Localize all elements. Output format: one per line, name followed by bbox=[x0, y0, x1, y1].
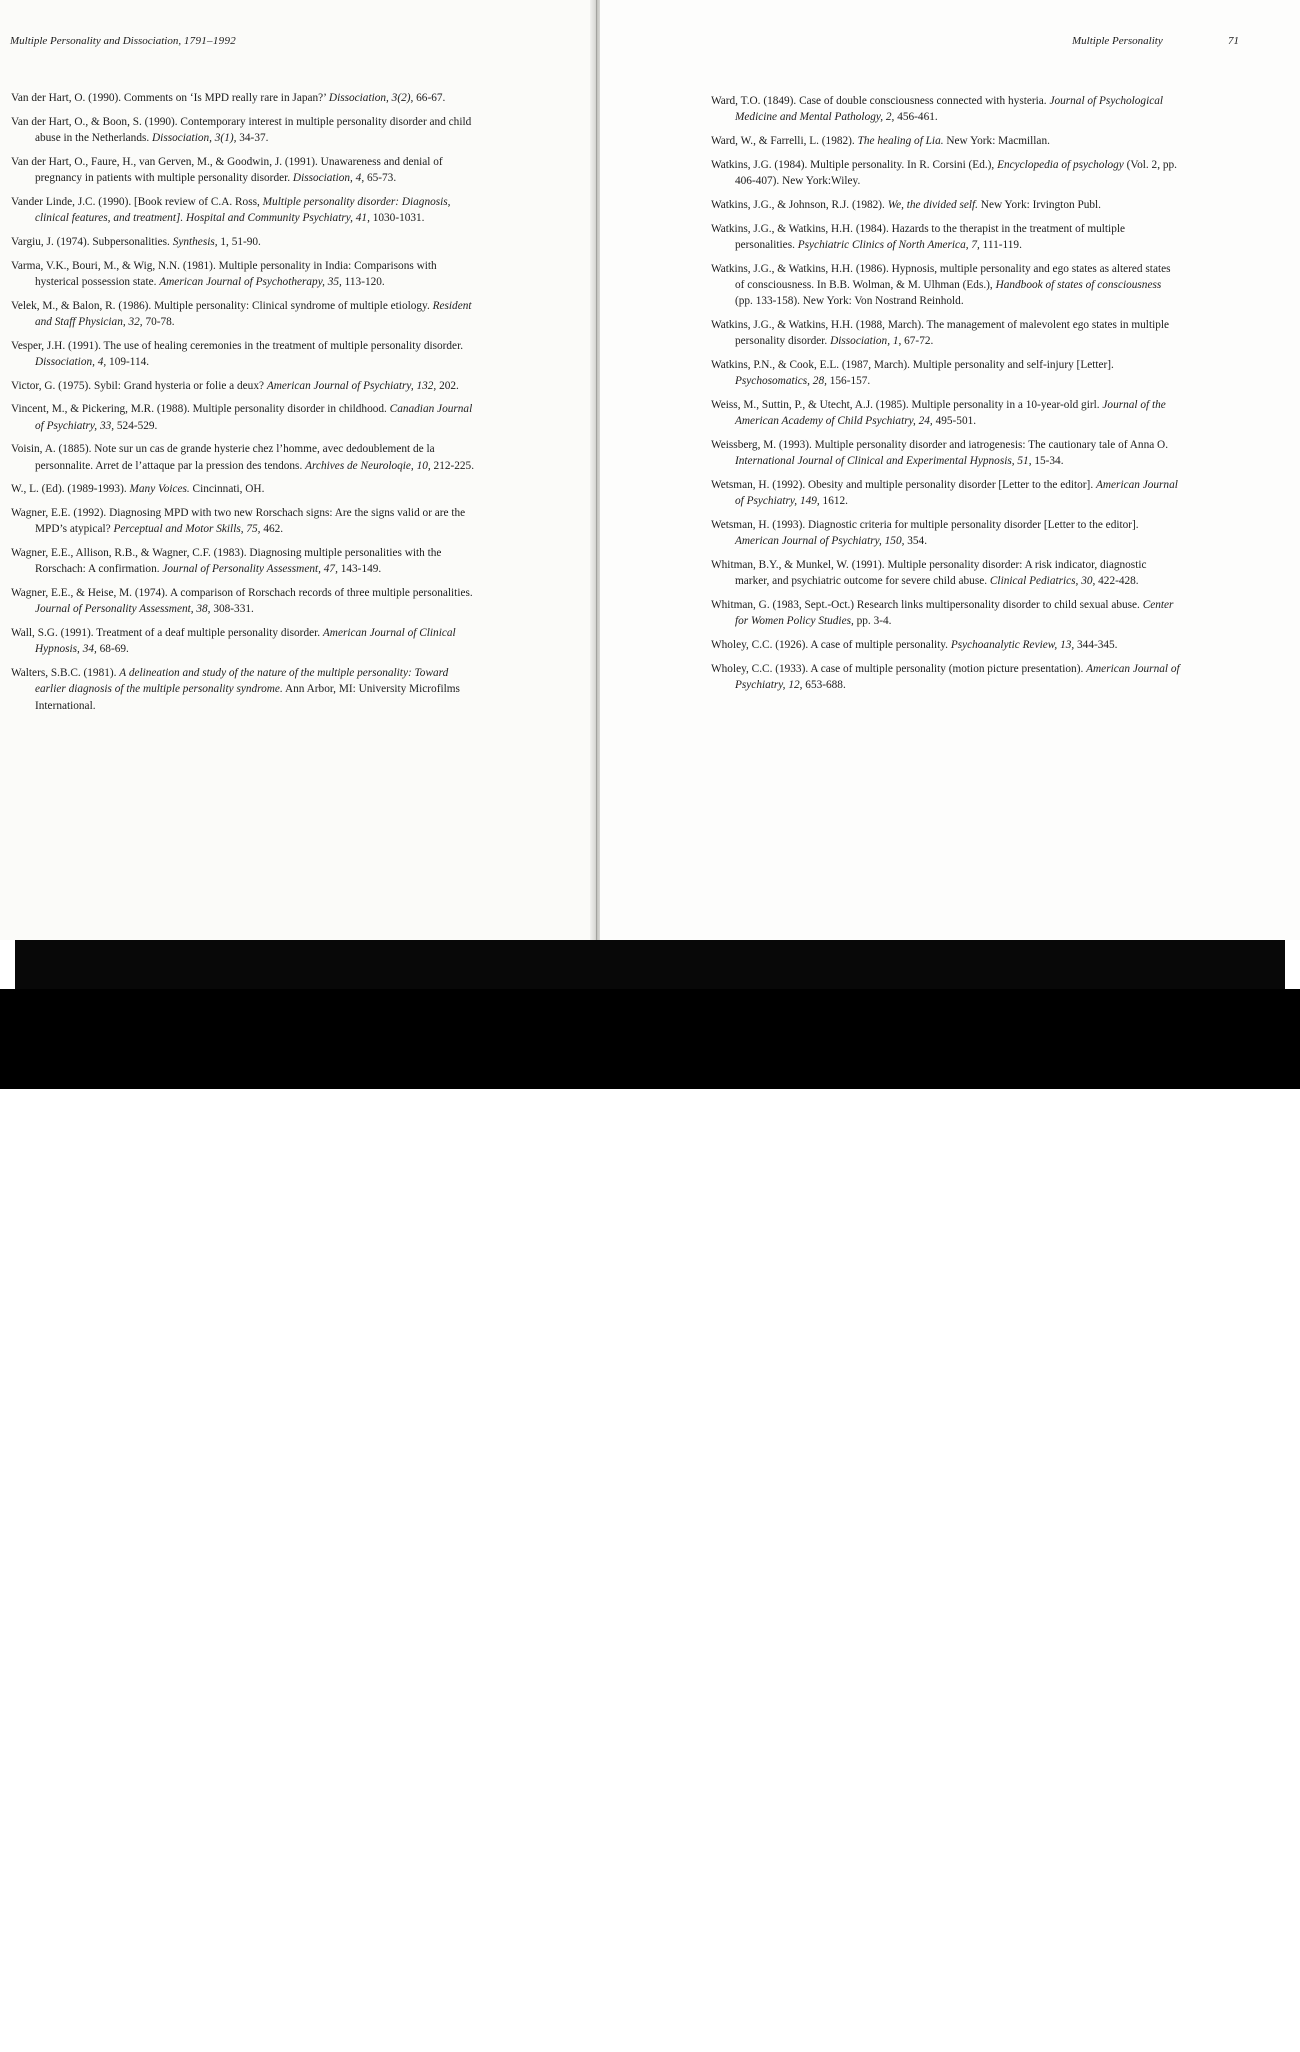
reference-source: Psychoanalytic Review, 13, bbox=[950, 638, 1075, 651]
reference-source: Multiple personality disorder: Diagnosis, clinical features, and treatment]. Hospital and Community Psychiatry, 41, bbox=[35, 195, 451, 224]
reference-text: Wagner, E.E., & Heise, M. (1974). A comparison of Rorschach records of three multiple personalities. bbox=[11, 587, 473, 600]
reference-entry bbox=[711, 317, 1181, 349]
reference-entry bbox=[11, 234, 481, 250]
reference-pages: 1030-1031. bbox=[369, 212, 425, 224]
right-reference-list bbox=[711, 93, 1181, 701]
reference-source: Clinical Pediatrics, 30, bbox=[989, 575, 1096, 587]
reference-entry bbox=[711, 197, 1181, 213]
reference-entry bbox=[11, 298, 481, 330]
reference-entry bbox=[11, 625, 481, 657]
reference-source: American Journal of Psychiatry, 12, bbox=[735, 662, 1180, 691]
reference-text: Vincent, M., & Pickering, M.R. (1988). Multiple personality disorder in childhood. bbox=[11, 403, 390, 416]
reference-text: Wagner, E.E. (1992). Diagnosing MPD with two new Rorschach signs: Are the signs valid or are the MPD’s atypical? bbox=[11, 507, 466, 536]
left-running-head bbox=[10, 35, 236, 47]
reference-text: Varma, V.K., Bouri, M., & Wig, N.N. (1981). Multiple personality in India: Comparisons with hysterical possession state. bbox=[11, 259, 437, 288]
reference-source: Journal of Personality Assessment, 38, bbox=[35, 603, 211, 616]
reference-source: American Journal of Psychiatry, 150, bbox=[735, 535, 905, 547]
right-running-head: Multiple Personality bbox=[1072, 35, 1163, 47]
reference-pages: (pp. 133-158). New York: Von Nostrand Reinhold. bbox=[735, 295, 964, 307]
reference-source: Dissociation, 3(1), bbox=[152, 132, 237, 144]
reference-text: W., L. (Ed). (1989-1993). bbox=[11, 483, 130, 496]
page-number: 71 bbox=[1228, 35, 1239, 47]
reference-entry bbox=[11, 90, 481, 106]
reference-text: Watkins, J.G., & Watkins, H.H. (1986). Hypnosis, multiple personality and ego states as altered states of consciousness. In B.B. Wolman, & M. Ulhman (Eds.), bbox=[711, 262, 1171, 291]
reference-pages: 111-119. bbox=[979, 238, 1022, 251]
reference-source: Psychiatric Clinics of North America, 7, bbox=[797, 238, 980, 251]
reference-entry bbox=[11, 665, 481, 714]
reference-entry bbox=[711, 637, 1181, 653]
reference-text: Wetsman, H. (1992). Obesity and multiple personality disorder [Letter to the editor]. bbox=[711, 478, 1096, 491]
alamy-logo: alamy bbox=[30, 2001, 154, 2045]
reference-pages: 462. bbox=[260, 523, 284, 536]
reference-entry bbox=[711, 477, 1181, 509]
reference-text: Van der Hart, O., Faure, H., van Gerven, M., & Goodwin, J. (1991). Unawareness and denial of pregnancy in patients with multiple personality disorder. bbox=[11, 155, 443, 184]
reference-pages: 653-688. bbox=[802, 678, 846, 691]
reference-pages: Ann Arbor, MI: University Microfilms International. bbox=[35, 683, 460, 712]
reference-entry bbox=[11, 378, 481, 394]
reference-entry bbox=[11, 545, 481, 577]
reference-source: American Journal of Psychotherapy, 35, bbox=[159, 275, 342, 288]
running-head-title: Multiple Personality and Dissociation, bbox=[10, 35, 184, 47]
reference-source: American Journal of Psychiatry, 149, bbox=[735, 478, 1178, 507]
reference-source: Perceptual and Motor Skills, 75, bbox=[113, 523, 261, 536]
reference-entry bbox=[711, 661, 1181, 693]
reference-pages: 354. bbox=[904, 535, 928, 547]
reference-source: Resident and Staff Physician, 32, bbox=[35, 299, 472, 328]
reference-entry bbox=[711, 517, 1181, 549]
reference-source: Synthesis, bbox=[172, 235, 218, 248]
reference-source: Dissociation, 4, bbox=[292, 172, 365, 184]
reference-text: Watkins, P.N., & Cook, E.L. (1987, March). Multiple personality and self-injury [Letter]. bbox=[711, 358, 1114, 371]
reference-pages: 156-157. bbox=[826, 375, 871, 387]
reference-pages: 524-529. bbox=[114, 419, 158, 432]
running-head-years: 1791–1992 bbox=[183, 35, 237, 47]
reference-pages: 143-149. bbox=[337, 563, 382, 576]
reference-entry bbox=[711, 357, 1181, 389]
reference-pages: 212-225. bbox=[430, 459, 475, 472]
image-id: 3APJRPE bbox=[1196, 2011, 1259, 2027]
reference-source: American Journal of Psychiatry, 132, bbox=[266, 379, 437, 392]
site-url: www.alamy.com bbox=[1168, 2037, 1261, 2052]
reference-pages: New York: Irvington Publ. bbox=[977, 198, 1101, 211]
reference-entry bbox=[11, 481, 481, 497]
reference-text: Vargiu, J. (1974). Subpersonalities. bbox=[11, 235, 173, 248]
reference-text: Van der Hart, O., & Boon, S. (1990). Contemporary interest in multiple personality disorder and child abuse in the Netherlands. bbox=[11, 115, 472, 144]
reference-text: Velek, M., & Balon, R. (1986). Multiple personality: Clinical syndrome of multiple etiology. bbox=[11, 299, 433, 312]
reference-pages: New York: Macmillan. bbox=[943, 135, 1050, 147]
reference-pages: 67-72. bbox=[901, 335, 934, 347]
reference-text: Whitman, G. (1983, Sept.-Oct.) Research links multipersonality disorder to child sexual abuse. bbox=[711, 598, 1143, 611]
reference-pages: pp. 3-4. bbox=[853, 615, 892, 627]
reference-source: American Journal of Clinical Hypnosis, 34, bbox=[35, 627, 456, 656]
reference-source: Many Voices. bbox=[129, 483, 190, 496]
reference-entry bbox=[711, 557, 1181, 589]
reference-pages: 66-67. bbox=[413, 92, 446, 104]
reference-source: Encyclopedia of psychology bbox=[997, 158, 1124, 171]
reference-pages: 202. bbox=[436, 379, 459, 392]
reference-pages: 68-69. bbox=[96, 643, 129, 656]
reference-source: Journal of Psychological Medicine and Mental Pathology, 2, bbox=[735, 95, 1164, 124]
reference-entry bbox=[711, 261, 1181, 310]
reference-pages: 308-331. bbox=[210, 603, 254, 616]
reference-text: Wholey, C.C. (1926). A case of multiple personality. bbox=[711, 638, 951, 651]
reference-pages: (Vol. 2, pp. 406-407). New York:Wiley. bbox=[735, 158, 1177, 187]
reference-entry bbox=[11, 401, 481, 433]
reference-entry bbox=[11, 258, 481, 290]
reference-pages: Cincinnati, OH. bbox=[189, 483, 265, 496]
reference-text: Whitman, B.Y., & Munkel, W. (1991). Multiple personality disorder: A risk indicator, diagnostic marker, and psychiatric outcome for severe child abuse. bbox=[711, 558, 1147, 587]
reference-entry bbox=[11, 194, 481, 226]
reference-source: We, the divided self. bbox=[887, 198, 978, 211]
reference-entry bbox=[711, 437, 1181, 469]
reference-pages: 456-461. bbox=[894, 111, 938, 124]
reference-pages: 344-345. bbox=[1074, 638, 1118, 651]
reference-source: Psychosomatics, 28, bbox=[735, 375, 827, 387]
reference-source: Dissociation, 1, bbox=[830, 335, 902, 347]
book-spread bbox=[0, 0, 1300, 940]
reference-pages: 109-114. bbox=[106, 355, 150, 368]
reference-source: Journal of the American Academy of Child Psychiatry, 24, bbox=[735, 398, 1166, 427]
reference-pages: 1612. bbox=[819, 495, 848, 507]
reference-text: Voisin, A. (1885). Note sur un cas de grande hysterie chez l’homme, avec dedoublement de la personnalite. Arret de l’attaque par la pression des tendons. bbox=[11, 443, 435, 472]
reference-entry bbox=[711, 221, 1181, 253]
reference-pages: 15-34. bbox=[1031, 455, 1064, 467]
reference-entry bbox=[711, 397, 1181, 429]
reference-text: Wall, S.G. (1991). Treatment of a deaf multiple personality disorder. bbox=[11, 627, 323, 640]
left-page bbox=[0, 0, 592, 940]
reference-source: A delineation and study of the nature of the multiple personality: Toward earlier diagnosis of the multiple personality syndrome. bbox=[35, 667, 449, 696]
reference-text: Weissberg, M. (1993). Multiple personality disorder and iatrogenesis: The cautionary tale of Anna O. bbox=[711, 438, 1169, 451]
reference-text: Weiss, M., Suttin, P., & Utecht, A.J. (1985). Multiple personality in a 10-year-old girl. bbox=[711, 398, 1103, 411]
reference-pages: 113-120. bbox=[341, 275, 385, 288]
reference-pages: 34-37. bbox=[236, 132, 269, 144]
reference-text: Ward, T.O. (1849). Case of double consciousness connected with hysteria. bbox=[711, 95, 1050, 107]
reference-text: Wholey, C.C. (1933). A case of multiple personality (motion picture presentation). bbox=[711, 662, 1087, 675]
reference-source: Archives de Neuroloqie, 10, bbox=[305, 459, 431, 472]
reference-pages: 422-428. bbox=[1095, 575, 1139, 587]
reference-entry bbox=[711, 133, 1181, 149]
reference-source: International Journal of Clinical and Experimental Hypnosis, 51, bbox=[735, 455, 1032, 467]
reference-text: Watkins, J.G., & Watkins, H.H. (1984). Hazards to the therapist in the treatment of multiple personalities. bbox=[711, 222, 1125, 251]
reference-text: Wetsman, H. (1993). Diagnostic criteria for multiple personality disorder [Letter to the editor]. bbox=[711, 518, 1139, 531]
reference-source: Journal of Personality Assessment, 47, bbox=[162, 563, 338, 576]
reference-text: Watkins, J.G., & Watkins, H.H. (1988, March). The management of malevolent ego states in multiple personality disorder. bbox=[711, 318, 1170, 347]
gutter-shadow bbox=[596, 0, 597, 940]
reference-source: The healing of Lia. bbox=[857, 135, 944, 147]
reference-text: Watkins, J.G., & Johnson, R.J. (1982). bbox=[711, 198, 888, 211]
reference-entry bbox=[11, 441, 481, 473]
reference-entry bbox=[11, 338, 481, 370]
reference-entry bbox=[11, 585, 481, 617]
reference-source: Dissociation, 4, bbox=[35, 355, 107, 368]
reference-text: Victor, G. (1975). Sybil: Grand hysteria or folie a deux? bbox=[11, 379, 267, 392]
reference-text: Vander Linde, J.C. (1990). [Book review of C.A. Ross, bbox=[11, 195, 263, 208]
reference-pages: 495-501. bbox=[932, 415, 977, 427]
reference-entry bbox=[11, 154, 481, 186]
reference-entry bbox=[711, 157, 1181, 189]
watermark-footer bbox=[0, 989, 1300, 2052]
reference-source: Dissociation, 3(2), bbox=[328, 92, 414, 104]
reference-entry bbox=[711, 93, 1181, 125]
reference-entry bbox=[11, 114, 481, 146]
reference-text: Ward, W., & Farrelli, L. (1982). bbox=[711, 135, 858, 147]
reference-pages: 1, 51-90. bbox=[217, 235, 261, 248]
reference-entry bbox=[711, 597, 1181, 629]
reference-pages: 65-73. bbox=[364, 172, 397, 184]
reference-source: Canadian Journal of Psychiatry, 33, bbox=[35, 403, 473, 432]
reference-pages: 70-78. bbox=[142, 315, 175, 328]
reference-text: Walters, S.B.C. (1981). bbox=[11, 667, 120, 680]
reference-source: Handbook of states of consciousness bbox=[995, 278, 1162, 291]
reference-text: Wagner, E.E., Allison, R.B., & Wagner, C.F. (1983). Diagnosing multiple personalities with the Rorschach: A confirmation. bbox=[11, 547, 442, 576]
reference-text: Vesper, J.H. (1991). The use of healing ceremonies in the treatment of multiple personality disorder. bbox=[11, 339, 464, 352]
reference-text: Watkins, J.G. (1984). Multiple personality. In R. Corsini (Ed.), bbox=[711, 158, 998, 171]
reference-text: Van der Hart, O. (1990). Comments on ‘Is MPD really rare in Japan?’ bbox=[11, 92, 329, 104]
scan-edge-band bbox=[15, 940, 1285, 989]
reference-entry bbox=[11, 505, 481, 537]
left-reference-list bbox=[11, 90, 481, 721]
reference-source: Center for Women Policy Studies, bbox=[735, 598, 1174, 627]
